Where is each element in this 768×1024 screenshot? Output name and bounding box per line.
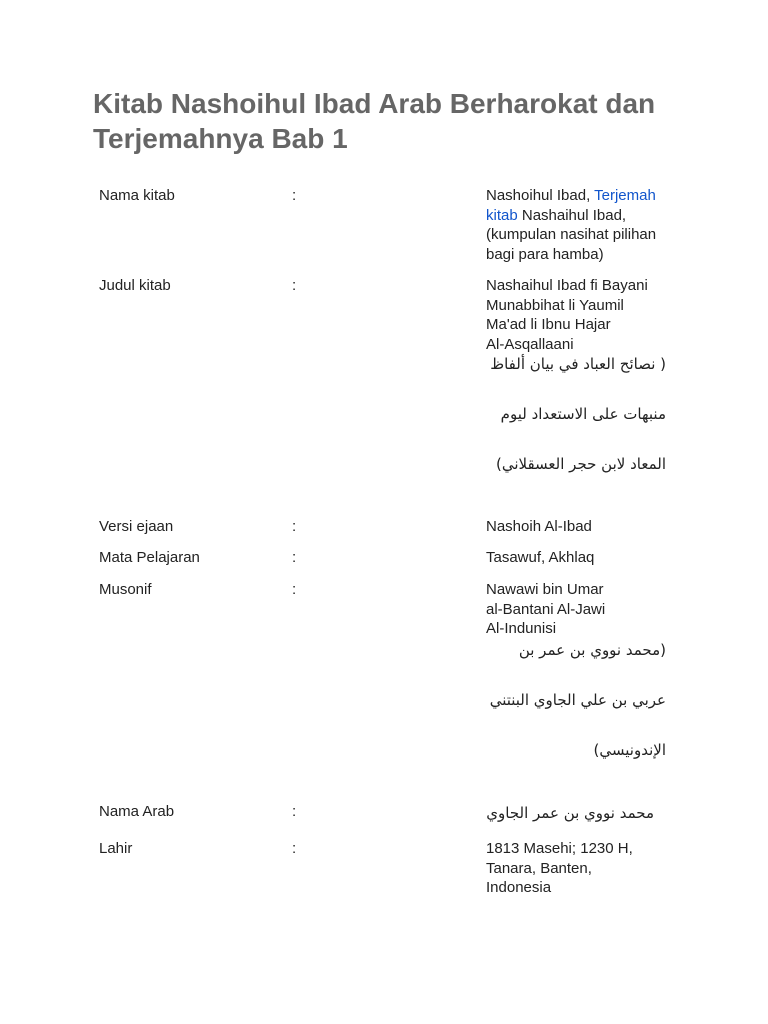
page-title: Kitab Nashoihul Ibad Arab Berharokat dan Terjemahnya Bab 1	[93, 88, 656, 154]
value-text: Tanara, Banten,	[486, 859, 592, 877]
arabic-name-value: محمد نووي بن عمر الجاوي	[486, 804, 654, 822]
value-text: Al-Indunisi	[486, 620, 557, 637]
colon: :	[292, 277, 297, 294]
colon: :	[292, 518, 297, 535]
value-text: Ma'ad li Ibnu Hajar	[486, 316, 611, 333]
colon: :	[292, 549, 297, 566]
colon: :	[292, 581, 297, 598]
value-nama-kitab	[486, 186, 668, 264]
value-lahir	[486, 839, 668, 898]
arabic-title-line: منبهات على الاستعداد ليوم	[500, 405, 666, 423]
value-text: 1813 Masehi; 1230 H,	[486, 840, 633, 857]
arabic-title-line: ( نصائح العباد في بيان ألفاظ	[490, 355, 666, 373]
value-text: bagi para hamba)	[486, 245, 604, 263]
value-text: Nawawi bin Umar	[486, 581, 604, 598]
label-lahir: Lahir	[99, 840, 133, 857]
terjemah-link[interactable]: Terjemah	[594, 187, 656, 204]
label-musonif: Musonif	[99, 581, 152, 598]
value-mata-pelajaran	[486, 548, 668, 568]
arabic-title-line: المعاد لابن حجر العسقلاني)	[495, 455, 666, 473]
value-text: al-Bantani Al-Jawi	[486, 600, 606, 618]
value-text: Indonesia	[486, 879, 552, 896]
value-versi-ejaan	[486, 517, 668, 537]
label-nama-arab: Nama Arab	[99, 803, 175, 820]
value-text: Nashaihul Ibad,	[517, 206, 627, 224]
colon: :	[292, 840, 297, 857]
value-text: Munabbihat li Yaumil	[486, 296, 624, 314]
value-text: Al-Asqallaani	[486, 335, 574, 353]
value-text: Nashoih Al-Ibad	[486, 518, 592, 535]
label-mata-pelajaran: Mata Pelajaran	[99, 549, 200, 566]
value-text: Tasawuf, Akhlaq	[486, 549, 595, 566]
kitab-link[interactable]: kitab	[486, 206, 518, 224]
value-musonif	[486, 580, 668, 639]
label-nama-kitab: Nama kitab	[99, 187, 175, 204]
arabic-name-line: الإندونيسي)	[593, 741, 666, 759]
value-judul-kitab	[486, 276, 668, 354]
value-text: (kumpulan nasihat pilihan	[486, 226, 657, 243]
arabic-name-line: (محمد نووي بن عمر بن	[518, 641, 666, 659]
label-versi-ejaan: Versi ejaan	[99, 518, 174, 535]
value-text: Nashoihul Ibad,	[486, 187, 595, 204]
colon: :	[292, 187, 297, 204]
value-text: Nashaihul Ibad fi Bayani	[486, 277, 648, 294]
colon: :	[292, 803, 297, 820]
arabic-name-line: عربي بن علي الجاوي البنتني	[489, 691, 666, 709]
label-judul-kitab: Judul kitab	[99, 277, 171, 294]
